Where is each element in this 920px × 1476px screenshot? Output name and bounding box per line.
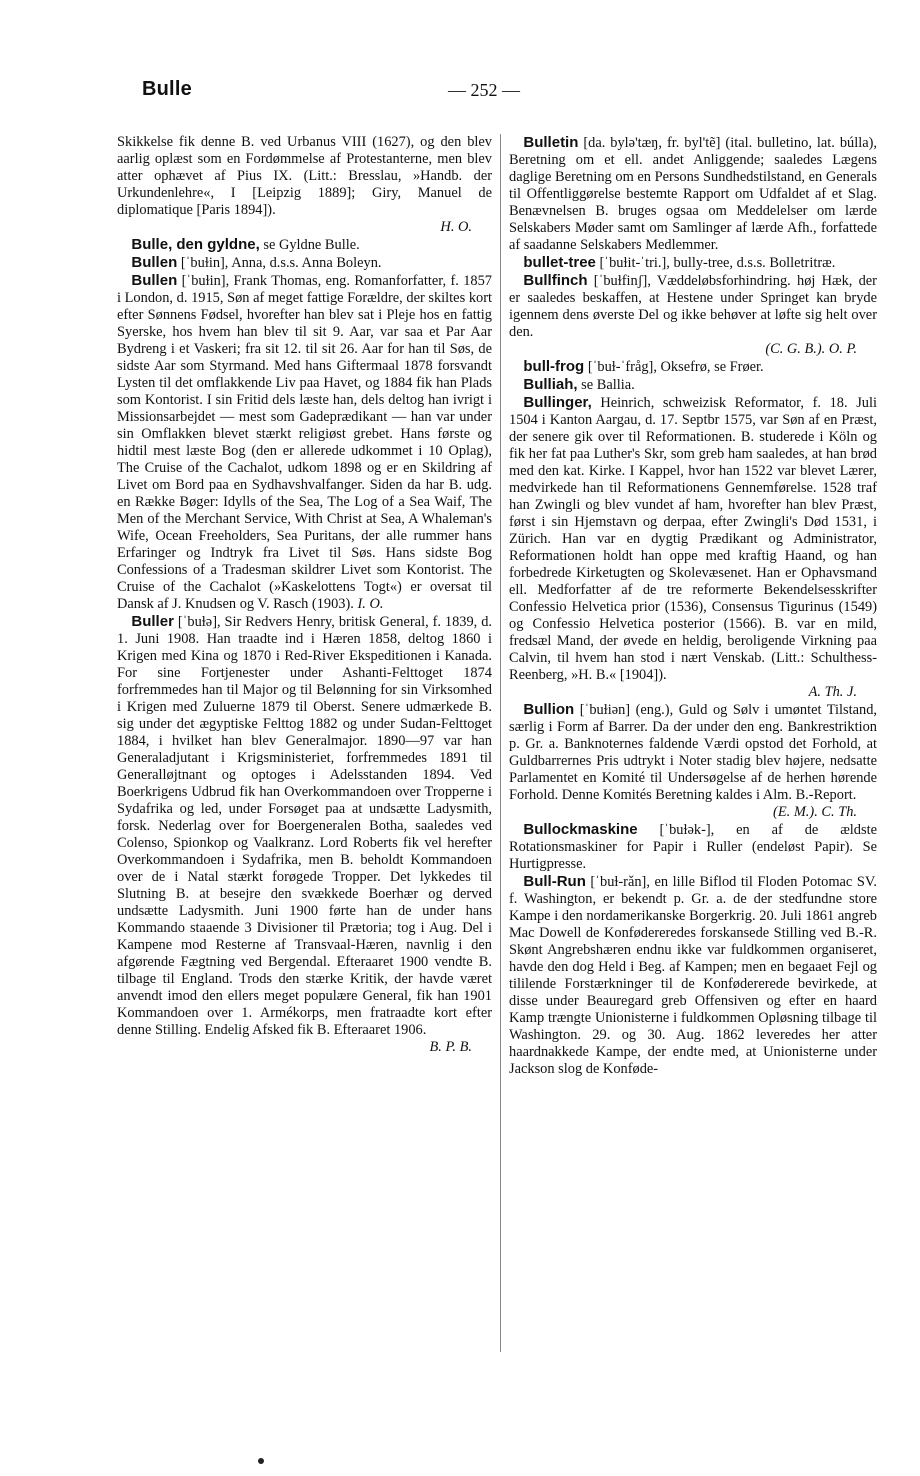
entry (509, 134, 877, 254)
entry (509, 376, 877, 394)
entry-headword: Buller (131, 613, 174, 630)
entry (117, 254, 492, 272)
entry-signature: (C. G. B.). O. P. (765, 341, 857, 357)
entry-text: [ˈbuɫit-ˈtri.], bully-tree, d.s.s. Bolletritræ. (599, 255, 836, 271)
page-header (128, 78, 848, 112)
entry-text: [ˈbuɫ-ˈfråg], Oksefrø, se Frøer. (587, 359, 764, 375)
entry (117, 272, 492, 613)
entry-text: Heinrich, schweizisk Reformator, f. 18. Juli 1504 i Kanton Aargau, d. 17. Septbr 1575, var Søn af en Præst, der senere gik over til Reformationen. B. studerede i Köln og fik her fat paa Luther's Skr, som greb ham saaledes, at han brød med den kat. Kirke. I Kappel, hvor han 1522 var blevet Lærer, medvirkede han til Reformationens Gennemførelse. 1528 traf han Zwingli og blev vundet af ham, hvorefter han blev Præst, først i sin Hjemstavn og derpaa, efter Zwingli's Død 1531, i Zürich. Han var en dygtig Prædikant og Administrator, Reformationen holdt han oppe med kraftig Haand, og han forbedrede Kirketugten og Skolevæsenet. Han er Ophavsmand ell. Medforfatter af de tre reformerte Bekendelsesskrifter Confessio Helvetica prior (1536), Consensus Tigurinus (1549) og Confessio Helvetica posterior (1566). B. var en mild, fredsæl Mand, der øvede en heldig, beroligende Virkning paa Calvin, til hvem han stod i nært Venskab. (Litt.: Schulthess-Reenberg, »H. B.« [1904]). (509, 395, 877, 683)
entry-signature: I. O. (357, 596, 384, 612)
running-head: Bulle (142, 78, 192, 100)
entry-text: Skikkelse fik denne B. ved Urbanus VIII (1627), og den blev aarlig oplæst som en Fordømmelse af Protestanterne, men blev atter ophævet af Pius IX. (Litt.: Bresslau, »Handb. der Urkundenlehre«, I [Leipzig 1889]; Giry, Manuel de diplomatique [Paris 1894]). (117, 134, 492, 218)
entry (117, 134, 492, 236)
entry-signature: (E. M.). C. Th. (773, 804, 857, 820)
column-divider (500, 134, 501, 1352)
entry (509, 358, 877, 376)
entry (509, 873, 877, 1078)
entry (117, 613, 492, 1056)
entry-headword: bullet-tree (523, 254, 596, 271)
entry-headword: bull-frog (523, 358, 585, 375)
entry-headword: Bullen (131, 272, 178, 289)
entry (509, 254, 877, 272)
ink-dot (258, 1458, 264, 1464)
entry-text: se Ballia. (581, 377, 635, 393)
left-column (117, 134, 492, 1056)
entry-headword: Bulle, den gyldne, (131, 236, 260, 253)
entry-text: [ˈbuɫiən] (eng.), Guld og Sølv i umøntet Tilstand, særlig i Form af Barrer. Da der under den eng. Bankrestriktion p. Gr. a. Banknoternes faldende Værdi opstod det Forhold, at Guldbarrernes Pris udtrykt i Noter stadig blev højere, nedsatte Parlamentet en Komité til Undersøgelse af de herhen hørende Forhold. Denne Komités Beretning kaldes i Alm. B.-Report. (509, 702, 877, 803)
entry-text: [ˈbuɫ-rǎn], en lille Biflod til Floden Potomac SV. f. Washington, er bekendt p. Gr. a. de der stedfundne store Kampe i den nordamerikanske Borgerkrig. 20. Juli 1861 angreb Mac Dowell de Konfødereredes forskansede Stilling ved B.-R. Skønt Angrebshæren endnu ikke var fuldkommen organiseret, havde den dog Held i Beg. af Kampen; men en begaaet Fejl og tililende Forstærkninger til de Konfødererede bevirkede, at disse under Beauregard greb Offensiven og efter en haard Kamp trængte Unionisterne i fuldkommen Opløsning tilbage til Washington. 29. og 30. Aug. 1862 leveredes her atter haardnakkede Kampe, der endte med, at Unionisterne under Jackson slog de Konføde- (509, 874, 877, 1077)
entry (509, 272, 877, 358)
entry-headword: Bullion (523, 701, 575, 718)
entry (117, 236, 492, 254)
entry-signature: A. Th. J. (808, 684, 857, 700)
entry-headword: Bulletin (523, 134, 579, 151)
entry-text: [ˈbuɫə], Sir Redvers Henry, britisk General, f. 1839, d. 1. Juni 1908. Han traadte ind i Hæren 1858, deltog 1860 i Krigen med Kina og 1870 i Red-River Ekspeditionen i Kanada. For sine Fortjenester under Ashanti-Felttoget 1874 forfremmedes han til Major og til Belønning for sin Virksomhed i Krigen med Zuluerne 1879 til Oberst. Senere udmærkede B. sig under det ægyptiske Felttog 1882 og under Sudan-Felttoget 1884, i hvilket han blev Generalmajor. 1890—97 var han Generaladjutant i Krigsministeriet, forfremmedes 1891 til Generalløjtnant og optoges i Adelsstanden 1894. Ved Boerkrigens Udbrud fik han Overkommandoen over Tropperne i Sydafrika og led, under Forsøget paa at undsætte Ladysmith, forsk. Nederlag over for Boergeneralen Botha, saaledes ved Colenso, Spionkop og Vaalkranz. Lord Roberts fik vel herefter Overkommandoen i Sydafrika, men B. beholdt Kommandoen over de i Natal stærkt forøgede Tropper. Det lykkedes til Slutning B. at besejre den svækkede Boerhær og derved undsætte Ladysmith. Juni 1900 førte han de under hans Kommando staaende 3 Divisioner til Prætoria; tog i Aug. Del i Kampene mod Resterne af Transvaal-Hæren, navnlig i den afgørende Fægtning ved Bergendal. Efteraaret 1900 vendte B. tilbage til England. Trods den stærke Kritik, der havde været anvendt imod den ellers meget populære General, fik han 1901 Kommandoen over 1. Armékorps, men fratraadte kort efter denne Stilling. Endelig Afsked fik B. Efteraaret 1906. (117, 614, 492, 1038)
entry-signature: H. O. (440, 219, 472, 235)
entry-text: [ˈbuɫin], Frank Thomas, eng. Romanforfatter, f. 1857 i London, d. 1915, Søn af meget fattige Forældre, der skiltes kort efter Sønnens Fødsel, hvorefter han blev sat i Pleje hos en fattig Syerske, hos hvem han blev til sit 9. Aar, var saa et Par Aar Bydreng i et Vaskeri; fra sit 12. til sit 26. Aar for han til Søs, de sidste Aar som Styrmand. Med hans Giftermaal 1878 forsvandt Lysten til det omflakkende Liv paa Havet, og 1884 fik han Plads som Kontorist. I sin Fritid dels læste han, dels deltog han ivrigt i Missionsarbejdet — mest som Gadeprædikant — han var under sin Omflakken blevet stærkt religiøst grebet. Hans første og hidtil mest læste Bog (den er allerede udkommet i 10 Oplag), The Cruise of the Cachalot, udkom 1898 og er en Skildring af Livet om Bord paa en Sydhavshvalfanger. Siden da har B. udg. en Række Bøger: Idylls of the Sea, The Log of a Sea Waif, The Men of the Merchant Service, With Christ at Sea, A Whaleman's Wife, Ocean Freeholders, Sea Puritans, der alle rummer hans Erfaringer og Indtryk fra Livet til Søs. Hans sidste Bog Confessions of a Tradesman skildrer Livet som Kontorist. The Cruise of the Cachalot (»Kaskelottens Togt«) er oversat til Dansk af J. Knudsen og V. Rasch (1903). (117, 273, 492, 612)
entry-text: [da. bylə'tæŋ, fr. byl'tẽ] (ital. bulletino, lat. búlla), Beretning om et ell. andet Anliggende; saaledes Lægens daglige Beretning om en Persons Sundhedstilstand, en Generals til Offentliggørelse bestemte Rapport om Udfaldet af et Slag. Benævnelsen B. bruges ogsaa om Meddelelser om lærde Selskabers Møder samt om Samlinger af lærde Afh., forfattede af saadanne Selskabers Medlemmer. (509, 135, 877, 253)
entry-headword: Bulliah, (523, 376, 578, 393)
entry-headword: Bullen (131, 254, 178, 271)
entry (509, 394, 877, 701)
page-number: — 252 — (448, 80, 520, 100)
entry-headword: Bullockmaskine (523, 821, 638, 838)
entry-text: [ˈbuɫfinʃ], Væddeløbsforhindring. høj Hæk, der er saaledes beskaffen, at Hestene under Springet kan bryde igennem dens øverste Del og ikke behøver at løfte sig helt over den. (509, 273, 877, 340)
entry-headword: Bullinger, (523, 394, 592, 411)
entry-headword: Bullfinch (523, 272, 588, 289)
entry-text: se Gyldne Bulle. (263, 237, 360, 253)
entry-headword: Bull-Run (523, 873, 586, 890)
entry-text: [ˈbuɫək-], en af de ældste Rotationsmaskiner for Papir i Ruller (endeløst Papir). Se Hurtigpresse. (509, 822, 877, 872)
entry (509, 821, 877, 873)
right-column (509, 134, 877, 1078)
entry-signature: B. P. B. (429, 1039, 472, 1055)
entry-text: [ˈbuɫin], Anna, d.s.s. Anna Boleyn. (180, 255, 382, 271)
entry (509, 701, 877, 821)
